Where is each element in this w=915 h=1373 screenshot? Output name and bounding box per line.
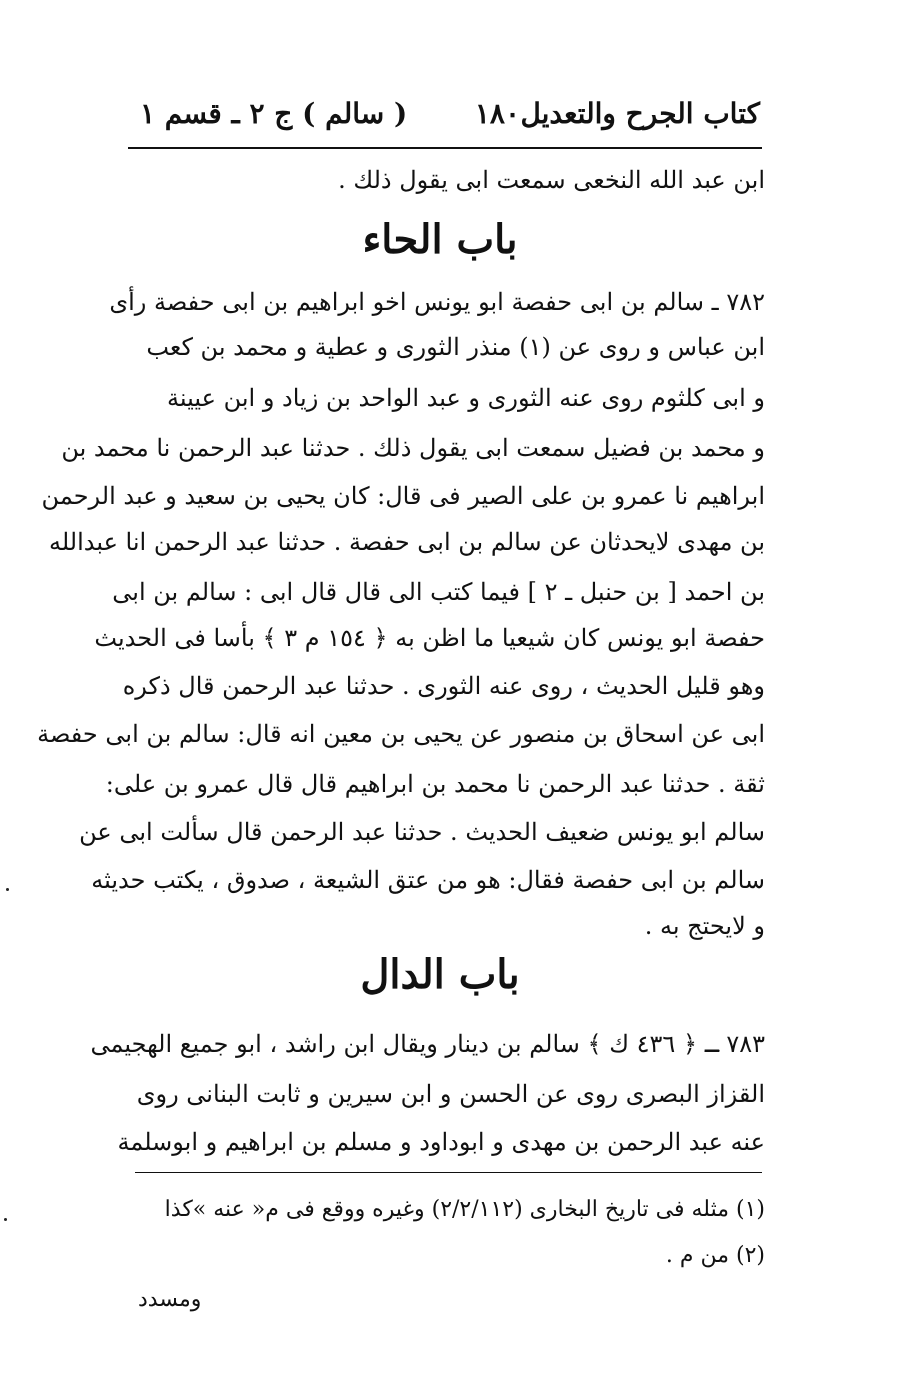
page-number: ١٨٠: [474, 96, 520, 130]
scan-speck: [6, 888, 9, 891]
text-line: ثقة . حدثنا عبد الرحمن نا محمد بن ابراهيم قال قال عمرو بن على:: [105, 770, 765, 798]
text-line: وهو قليل الحديث ، روى عنه الثورى . حدثنا عبد الرحمن قال ذكره: [122, 672, 765, 700]
page-header: [120, 88, 760, 138]
text-line: حفصة ابو يونس كان شيعيا ما اظن به ﴿ ١٥٤ م ٣ ﴾ بأسا فى الحديث: [94, 624, 765, 652]
chapter-heading-ha: باب الحاء: [362, 216, 518, 263]
text-line: ابراهيم نا عمرو بن على الصير فى قال: كان يحيى بن سعيد و عبد الرحمن: [41, 482, 765, 510]
section-label: ( سالم ) ج ٢ ـ قسم ١: [140, 96, 408, 130]
text-line: بن مهدى لايحدثان عن سالم بن ابى حفصة . حدثنا عبد الرحمن انا عبدالله: [48, 528, 765, 556]
text-line: ٧٨٣ ـ ﴿ ٤٣٦ ك ﴾ سالم بن دينار ويقال ابن راشد ، ابو جميع الهجيمى: [90, 1030, 765, 1058]
text-line: القزاز البصرى روى عن الحسن و ابن سيرين و ثابت البنانى روى: [136, 1080, 765, 1108]
text-line: ابن عباس و روى عن (١) منذر الثورى و عطية و محمد بن كعب: [146, 333, 765, 361]
text-line: ابى عن اسحاق بن منصور عن يحيى بن معين انه قال: سالم بن ابى حفصة: [37, 720, 765, 748]
header-rule: [128, 147, 762, 149]
text-line: و محمد بن فضيل سمعت ابى يقول ذلك . حدثنا عبد الرحمن نا محمد بن: [61, 434, 765, 462]
text-line: ٧٨٢ ـ سالم بن ابى حفصة ابو يونس اخو ابراهيم بن ابى حفصة رأى: [109, 288, 765, 316]
intro-line: ابن عبد الله النخعى سمعت ابى يقول ذلك .: [338, 166, 765, 194]
footnote-rule: [135, 1172, 762, 1173]
text-line: عنه عبد الرحمن بن مهدى و ابوداود و مسلم بن ابراهيم و ابوسلمة: [117, 1128, 765, 1156]
chapter-heading-dal: باب الدال: [360, 951, 520, 998]
footnote-1: (١) مثله فى تاريخ البخارى (٢/٢/١١٢) وغيره ووقع فى م« عنه »كذا: [164, 1197, 765, 1222]
scan-speck: [4, 1218, 7, 1221]
footnote-2: (٢) من م .: [665, 1243, 765, 1268]
text-line: سالم بن ابى حفصة فقال: هو من عتق الشيعة ، صدوق ، يكتب حديثه: [91, 866, 765, 894]
text-line: و لايحتج به .: [644, 912, 765, 940]
book-title: كتاب الجرح والتعديل: [520, 96, 760, 130]
text-line: بن احمد [ بن حنبل ـ ٢ ] فيما كتب الى قال قال ابى : سالم بن ابى: [112, 578, 765, 606]
text-line: و ابى كلثوم روى عنه الثورى و عبد الواحد بن زياد و ابن عيينة: [167, 384, 765, 412]
text-line: سالم ابو يونس ضعيف الحديث . حدثنا عبد الرحمن قال سألت ابى عن: [79, 818, 765, 846]
catchword: ومسدد: [138, 1287, 202, 1312]
